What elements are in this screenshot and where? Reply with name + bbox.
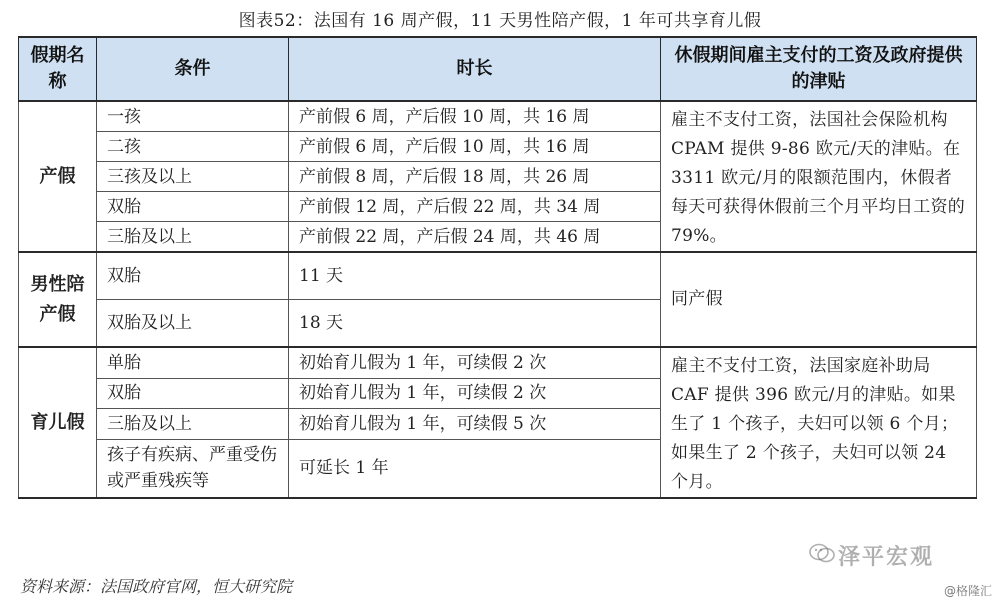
header-benefit: 休假期间雇主支付的工资及政府提供的津贴 xyxy=(661,37,977,101)
condition-cell: 三孩及以上 xyxy=(97,162,289,192)
duration-cell: 产前假 8 周，产后假 18 周，共 26 周 xyxy=(289,162,661,192)
duration-cell: 产前假 22 周，产后假 24 周，共 46 周 xyxy=(289,222,661,253)
wechat-watermark-icon xyxy=(808,542,836,564)
duration-cell: 11 天 xyxy=(289,252,661,300)
condition-cell: 孩子有疾病、严重受伤或严重残疾等 xyxy=(97,439,289,498)
group-name-maternity: 产假 xyxy=(19,101,97,252)
condition-cell: 三胎及以上 xyxy=(97,222,289,253)
benefit-cell-maternity: 雇主不支付工资，法国社会保险机构 CPAM 提供 9-86 欧元/天的津贴。在 3311 欧元/月的限额范围内，休假者每天可获得休假前三个月平均日工资的 79%。 xyxy=(661,101,977,252)
table-row xyxy=(19,252,977,300)
condition-cell: 双胎及以上 xyxy=(97,300,289,348)
header-condition: 条件 xyxy=(97,37,289,101)
source-note: 资料来源：法国政府官网，恒大研究院 xyxy=(20,577,293,596)
duration-cell: 初始育儿假为 1 年，可续假 2 次 xyxy=(289,347,661,378)
duration-cell: 初始育儿假为 1 年，可续假 2 次 xyxy=(289,378,661,409)
duration-cell: 可延长 1 年 xyxy=(289,439,661,498)
corner-watermark: @格隆汇 xyxy=(943,584,992,598)
condition-cell: 单胎 xyxy=(97,347,289,378)
duration-cell: 产前假 12 周，产后假 22 周，共 34 周 xyxy=(289,192,661,222)
duration-cell: 18 天 xyxy=(289,300,661,348)
condition-cell: 双胎 xyxy=(97,378,289,409)
table-row xyxy=(19,101,977,132)
duration-cell: 初始育儿假为 1 年，可续假 5 次 xyxy=(289,409,661,440)
group-name-parental: 育儿假 xyxy=(19,347,97,498)
condition-cell: 一孩 xyxy=(97,101,289,132)
duration-cell: 产前假 6 周，产后假 10 周，共 16 周 xyxy=(289,132,661,162)
table-row xyxy=(19,347,977,378)
header-duration: 时长 xyxy=(289,37,661,101)
header-leave-name: 假期名称 xyxy=(19,37,97,101)
header-row xyxy=(19,37,977,101)
condition-cell: 三胎及以上 xyxy=(97,409,289,440)
group-name-paternity: 男性陪产假 xyxy=(19,252,97,347)
watermark-text: 泽平宏观 xyxy=(838,544,935,570)
benefit-cell-paternity: 同产假 xyxy=(661,252,977,347)
leave-policy-table xyxy=(18,36,977,499)
duration-cell: 产前假 6 周，产后假 10 周，共 16 周 xyxy=(289,101,661,132)
table-caption: 图表52：法国有 16 周产假，11 天男性陪产假，1 年可共享育儿假 xyxy=(238,11,762,31)
condition-cell: 双胎 xyxy=(97,192,289,222)
condition-cell: 二孩 xyxy=(97,132,289,162)
condition-cell: 双胎 xyxy=(97,252,289,300)
benefit-cell-parental: 雇主不支付工资，法国家庭补助局 CAF 提供 396 欧元/月的津贴。如果生了 1 个孩子，夫妇可以领 6 个月；如果生了 2 个孩子，夫妇可以领 24 个月。 xyxy=(661,347,977,498)
